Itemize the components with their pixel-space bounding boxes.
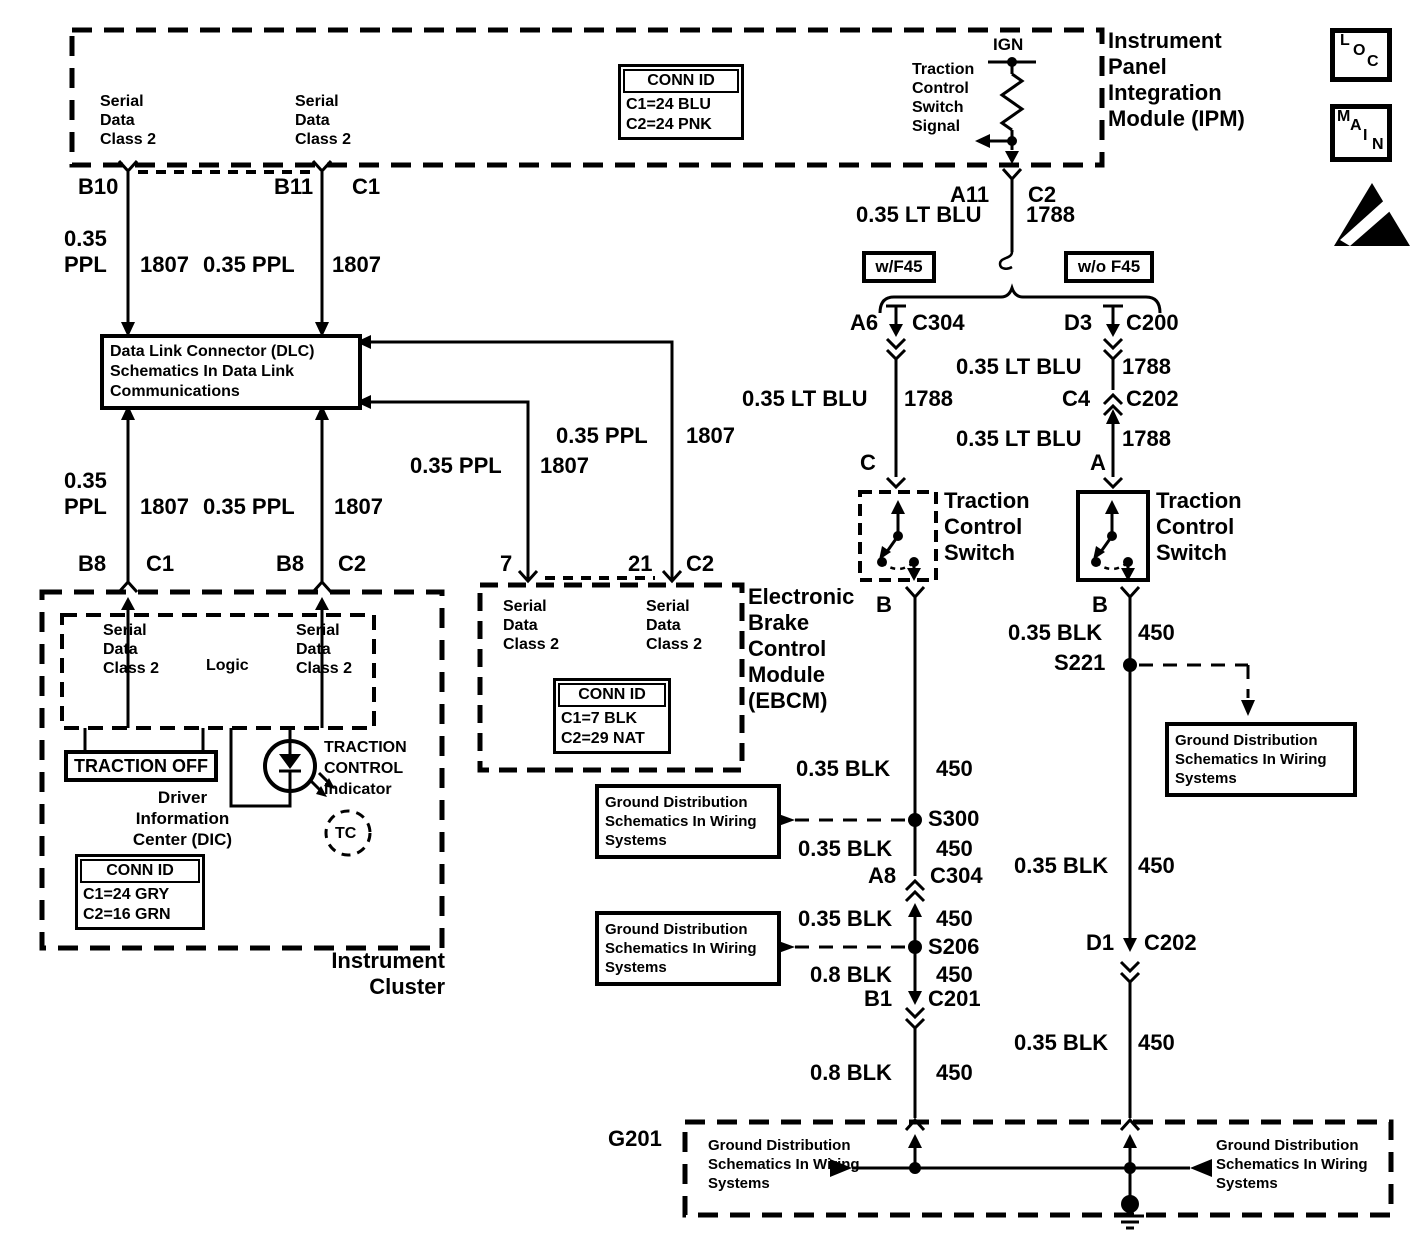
wire-label: 0.35 LT BLU — [856, 202, 982, 227]
wire-b10 — [119, 161, 137, 322]
wire-label: 1807 — [540, 453, 589, 478]
wire-label: 0.35 PPL — [556, 423, 648, 448]
loc-letter: O — [1353, 42, 1366, 59]
wire-label: 450 — [936, 836, 973, 861]
wire-label: 0.35 PPL — [203, 252, 295, 277]
wire-label: 1807 — [334, 494, 383, 519]
wire-ground-right — [1121, 587, 1139, 1198]
conn-c2: C2 — [338, 551, 367, 576]
ground-ref-text-left: Ground Distribution Schematics In Wiring Systems — [708, 1137, 860, 1192]
wire-label: 450 — [936, 962, 973, 987]
conn-id-box-ipm — [618, 64, 744, 140]
esd-warning-icon — [1334, 183, 1410, 246]
tcs-right-label: Traction Control Switch — [1156, 488, 1242, 565]
led-symbol — [265, 741, 330, 792]
traction-control-indicator-label: TRACTION CONTROL Indicator — [324, 739, 407, 798]
pin-7: 7 — [500, 551, 513, 576]
conn-c1: C1 — [146, 551, 175, 576]
ipm-title: Instrument Panel Integration Module (IPM) — [1108, 28, 1245, 131]
wire-label: 0.35 LT BLU — [742, 386, 868, 411]
wire-label: 1788 — [1026, 202, 1075, 227]
ebcm-title: Electronic Brake Control Module (EBCM) — [748, 584, 855, 713]
conn-c2: C2 — [686, 551, 715, 576]
splice-s221: S221 — [1054, 650, 1106, 675]
conn-id-row: C2=24 PNK — [626, 116, 712, 133]
conn-id-title: CONN ID — [558, 683, 666, 707]
conn-id-row: C1=24 GRY — [83, 886, 170, 903]
pin-b8-left: B8 — [78, 551, 107, 576]
ipm-output-wire — [1000, 169, 1021, 269]
wire-label: 1788 — [904, 386, 953, 411]
loc-letter: L — [1340, 32, 1350, 49]
conn-a8: A8 — [868, 863, 897, 888]
wire-label: 1788 — [1122, 426, 1171, 451]
main-letter: M — [1337, 108, 1351, 125]
pin-b11: B11 — [274, 174, 314, 199]
splice-s206: S206 — [928, 934, 980, 959]
conn-id-title: CONN ID — [623, 69, 739, 93]
wire-label: 450 — [936, 906, 973, 931]
wire-label: 450 — [1138, 620, 1175, 645]
wire-label: 450 — [1138, 1030, 1175, 1055]
g201-bus — [852, 1168, 1190, 1228]
cluster-serial-data-right: Serial Data Class 2 — [296, 622, 353, 677]
conn-id-row: C2=29 NAT — [561, 730, 645, 747]
conn-b1: B1 — [864, 986, 893, 1011]
instrument-cluster-title: Instrument Cluster — [331, 948, 445, 999]
ground-ref-box-s206: Ground Distribution Schematics In Wiring Systems — [595, 911, 781, 986]
wire-label: 0.8 BLK — [810, 1060, 892, 1085]
conn-c201: C201 — [928, 986, 981, 1011]
wire-label: 0.35 BLK — [796, 756, 891, 781]
conn-id-row: C1=7 BLK — [561, 710, 638, 727]
wire-b11 — [313, 161, 331, 322]
traction-off-indicator: TRACTION OFF — [64, 750, 218, 782]
wire-label: 0.35 BLK — [1014, 1030, 1109, 1055]
main-letter: I — [1363, 127, 1368, 144]
wire-label: 0.35 PPL — [64, 226, 107, 277]
ground-ref-box-s300: Ground Distribution Schematics In Wiring Systems — [595, 784, 781, 859]
conn-id-title: CONN ID — [80, 859, 200, 883]
ebcm-serial-data-left: Serial Data Class 2 — [503, 598, 560, 653]
main-letter: A — [1350, 117, 1362, 134]
wire-label: 1807 — [140, 494, 189, 519]
ground-ref-box-s221: Ground Distribution Schematics In Wiring Systems — [1165, 722, 1357, 797]
pin-a11: A11 — [950, 182, 990, 207]
wire-b8c1-dlc — [119, 420, 137, 728]
cluster-logic-label: Logic — [206, 657, 249, 674]
conn-c202: C202 — [1144, 930, 1197, 955]
wire-label: 0.35 BLK — [798, 836, 893, 861]
wire-label: 0.35 BLK — [1008, 620, 1103, 645]
conn-id-box-ebcm — [553, 678, 671, 754]
splice-s300: S300 — [928, 806, 980, 831]
wire-label: 450 — [1138, 853, 1175, 878]
wire-label: 0.35 PPL — [203, 494, 295, 519]
wire-label: 1807 — [140, 252, 189, 277]
wire-label: 0.35 LT BLU — [956, 426, 1082, 451]
pin-b-right: B — [1092, 592, 1108, 617]
pin-a: A — [1090, 450, 1106, 475]
tcs-left-label: Traction Control Switch — [944, 488, 1030, 565]
conn-a6: A6 — [850, 310, 879, 335]
wire-label: 450 — [936, 1060, 973, 1085]
ipm-serial-data-right: Serial Data Class 2 — [295, 93, 352, 148]
pin-21: 21 — [628, 551, 653, 576]
dlc-box: Data Link Connector (DLC) Schematics In Data Link Communications — [100, 334, 362, 410]
wire-label: 0.35 PPL — [410, 453, 502, 478]
ground-ref-text-right: Ground Distribution Schematics In Wiring Systems — [1216, 1137, 1368, 1192]
wire-label: 0.35 BLK — [1014, 853, 1109, 878]
traction-control-switch-signal-label: Traction Control Switch Signal — [912, 61, 975, 135]
tc-label: TC — [335, 825, 357, 842]
wire-b8c2-dlc — [313, 420, 331, 728]
dic-label: Driver Information Center (DIC) — [132, 788, 233, 849]
conn-id-box-cluster — [75, 854, 205, 930]
conn-c304: C304 — [912, 310, 965, 335]
conn-c1: C1 — [352, 174, 381, 199]
conn-d1: D1 — [1086, 930, 1115, 955]
wire-label: 1807 — [332, 252, 381, 277]
conn-c202: C202 — [1126, 386, 1179, 411]
pin-b-left: B — [876, 592, 892, 617]
main-icon — [1330, 104, 1392, 162]
ign-label: IGN — [993, 35, 1024, 54]
ipm-serial-data-left: Serial Data Class 2 — [100, 93, 157, 148]
wire-label: 1788 — [1122, 354, 1171, 379]
pin-c: C — [860, 450, 876, 475]
conn-id-row: C1=24 BLU — [626, 96, 711, 113]
main-letter: N — [1372, 136, 1384, 153]
pin-b8-right: B8 — [276, 551, 305, 576]
option-wo-f45: w/o F45 — [1064, 251, 1154, 283]
ground-g201-label: G201 — [608, 1126, 662, 1151]
option-w-f45: w/F45 — [862, 251, 936, 283]
conn-c304: C304 — [930, 863, 983, 888]
ebcm-serial-data-right: Serial Data Class 2 — [646, 598, 703, 653]
loc-letter: C — [1367, 53, 1379, 70]
cluster-serial-data-left: Serial Data Class 2 — [103, 622, 160, 677]
wire-label: 450 — [936, 756, 973, 781]
wire-label: 0.35 PPL — [64, 468, 107, 519]
conn-id-row: C2=16 GRN — [83, 906, 171, 923]
wire-label: 0.8 BLK — [810, 962, 892, 987]
conn-c200: C200 — [1126, 310, 1179, 335]
wire-ground-left — [906, 587, 924, 1168]
conn-c4: C4 — [1062, 386, 1091, 411]
loc-icon — [1330, 28, 1392, 82]
pin-b10: B10 — [78, 174, 119, 199]
conn-d3: D3 — [1064, 310, 1093, 335]
wire-label: 1807 — [686, 423, 735, 448]
wire-label: 0.35 BLK — [798, 906, 893, 931]
conn-c2: C2 — [1028, 182, 1057, 207]
wire-label: 0.35 LT BLU — [956, 354, 1082, 379]
